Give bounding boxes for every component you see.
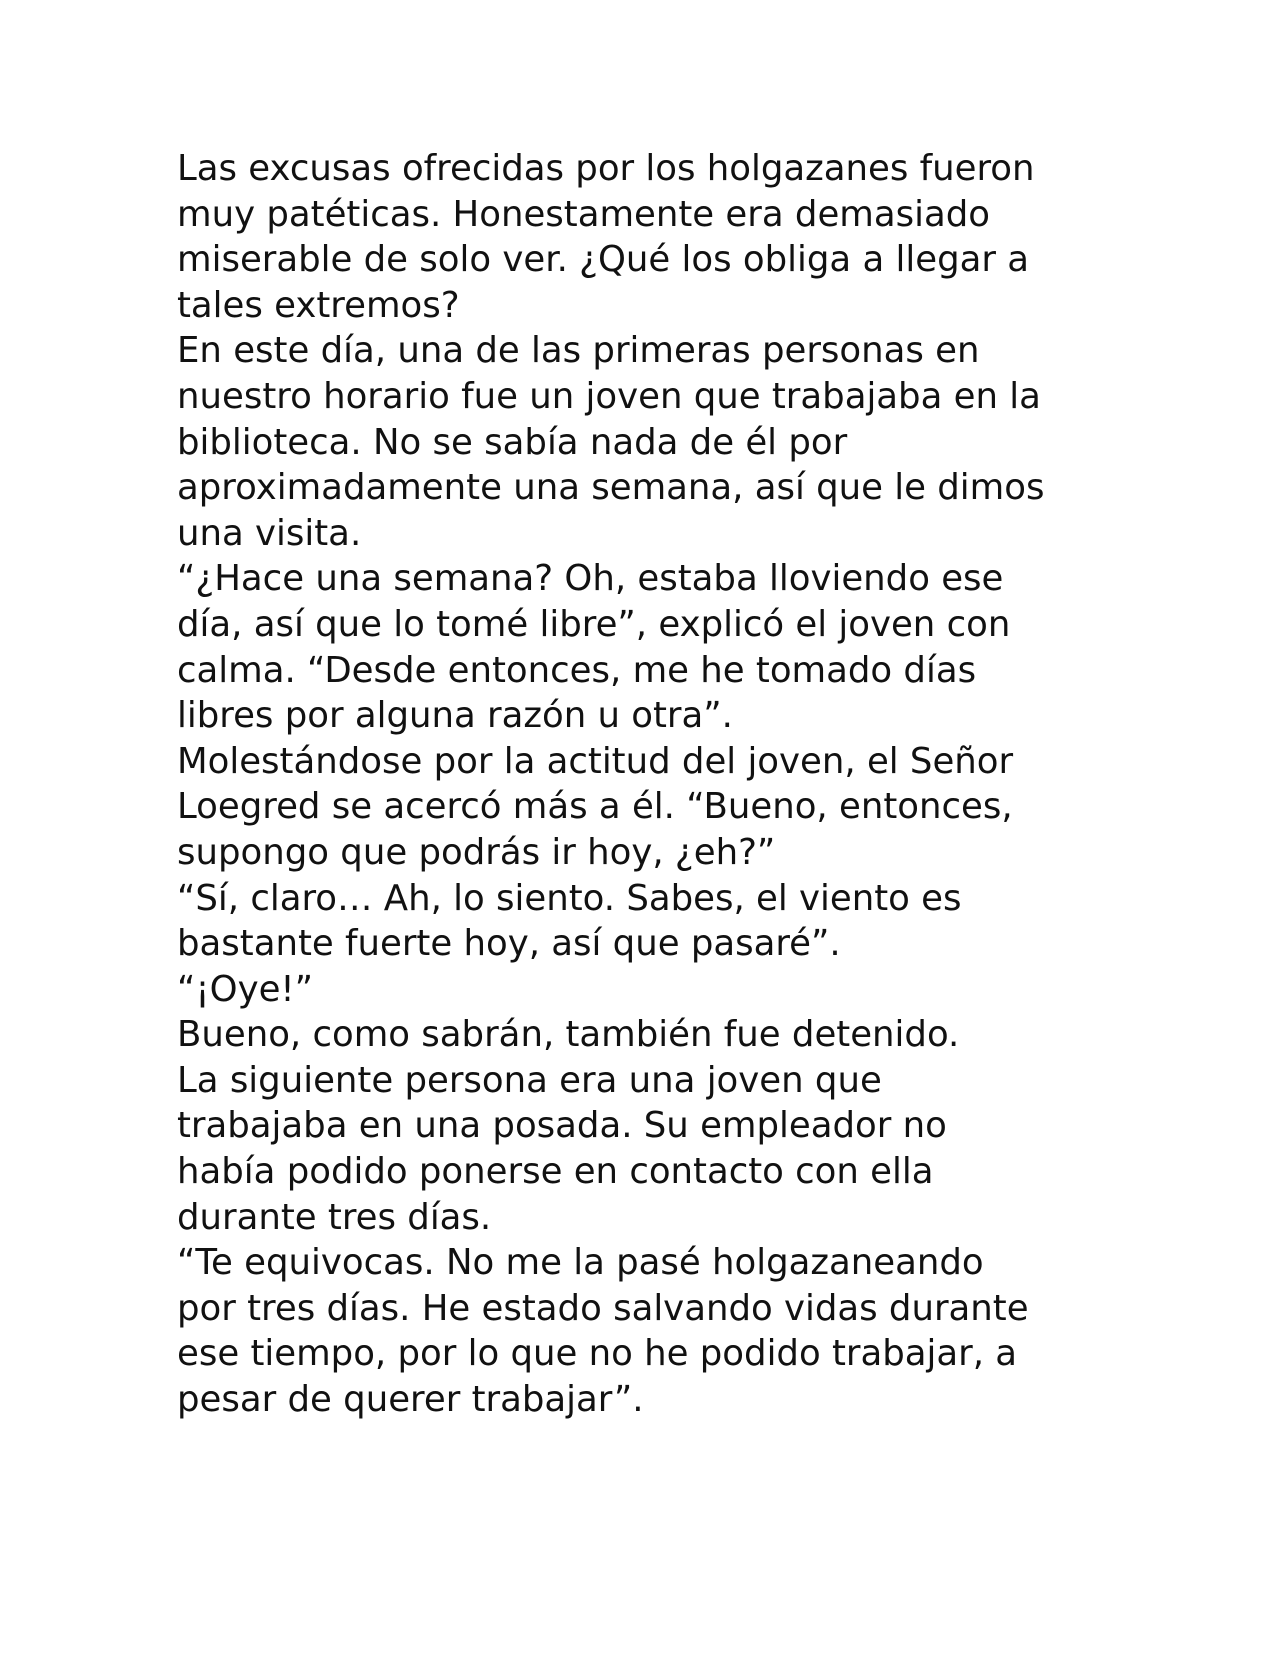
- text-line: día, así que lo tomé libre”, explicó el joven con: [177, 603, 1011, 645]
- text-line: por tres días. He estado salvando vidas durante: [177, 1287, 1029, 1329]
- body-text: [177, 146, 1117, 1423]
- text-line: En este día, una de las primeras personas en: [177, 330, 980, 372]
- text-line: “¡Oye!”: [177, 968, 314, 1010]
- text-line: aproximadamente una semana, así que le dimos: [177, 467, 1045, 509]
- text-line: nuestro horario fue un joven que trabajaba en la: [177, 375, 1041, 417]
- text-line: una visita.: [177, 512, 362, 554]
- text-line: tales extremos?: [177, 284, 460, 326]
- text-line: supongo que podrás ir hoy, ¿eh?”: [177, 831, 776, 873]
- text-line: ese tiempo, por lo que no he podido trabajar, a: [177, 1333, 1018, 1375]
- text-line: trabajaba en una posada. Su empleador no: [177, 1105, 947, 1147]
- text-line: Molestándose por la actitud del joven, el Señor: [177, 740, 1014, 782]
- text-line: muy patéticas. Honestamente era demasiado: [177, 193, 990, 235]
- text-line: miserable de solo ver. ¿Qué los obliga a llegar a: [177, 239, 1029, 281]
- text-line: Loegred se acercó más a él. “Bueno, entonces,: [177, 786, 1013, 828]
- text-line: durante tres días.: [177, 1196, 492, 1238]
- text-line: calma. “Desde entonces, me he tomado días: [177, 649, 977, 691]
- text-line: Bueno, como sabrán, también fue detenido.: [177, 1014, 960, 1056]
- text-line: había podido ponerse en contacto con ella: [177, 1151, 934, 1193]
- text-line: Las excusas ofrecidas por los holgazanes fueron: [177, 148, 1035, 189]
- text-line: La siguiente persona era una joven que: [177, 1059, 882, 1101]
- text-line: “¿Hace una semana? Oh, estaba lloviendo ese: [177, 558, 1004, 600]
- text-line: “Sí, claro… Ah, lo siento. Sabes, el viento es: [177, 877, 962, 919]
- text-line: “Te equivocas. No me la pasé holgazaneando: [177, 1242, 984, 1284]
- text-line: pesar de querer trabajar”.: [177, 1379, 644, 1421]
- text-line: libres por alguna razón u otra”.: [177, 695, 733, 737]
- text-line: biblioteca. No se sabía nada de él por: [177, 421, 848, 463]
- text-line: bastante fuerte hoy, así que pasaré”.: [177, 923, 841, 965]
